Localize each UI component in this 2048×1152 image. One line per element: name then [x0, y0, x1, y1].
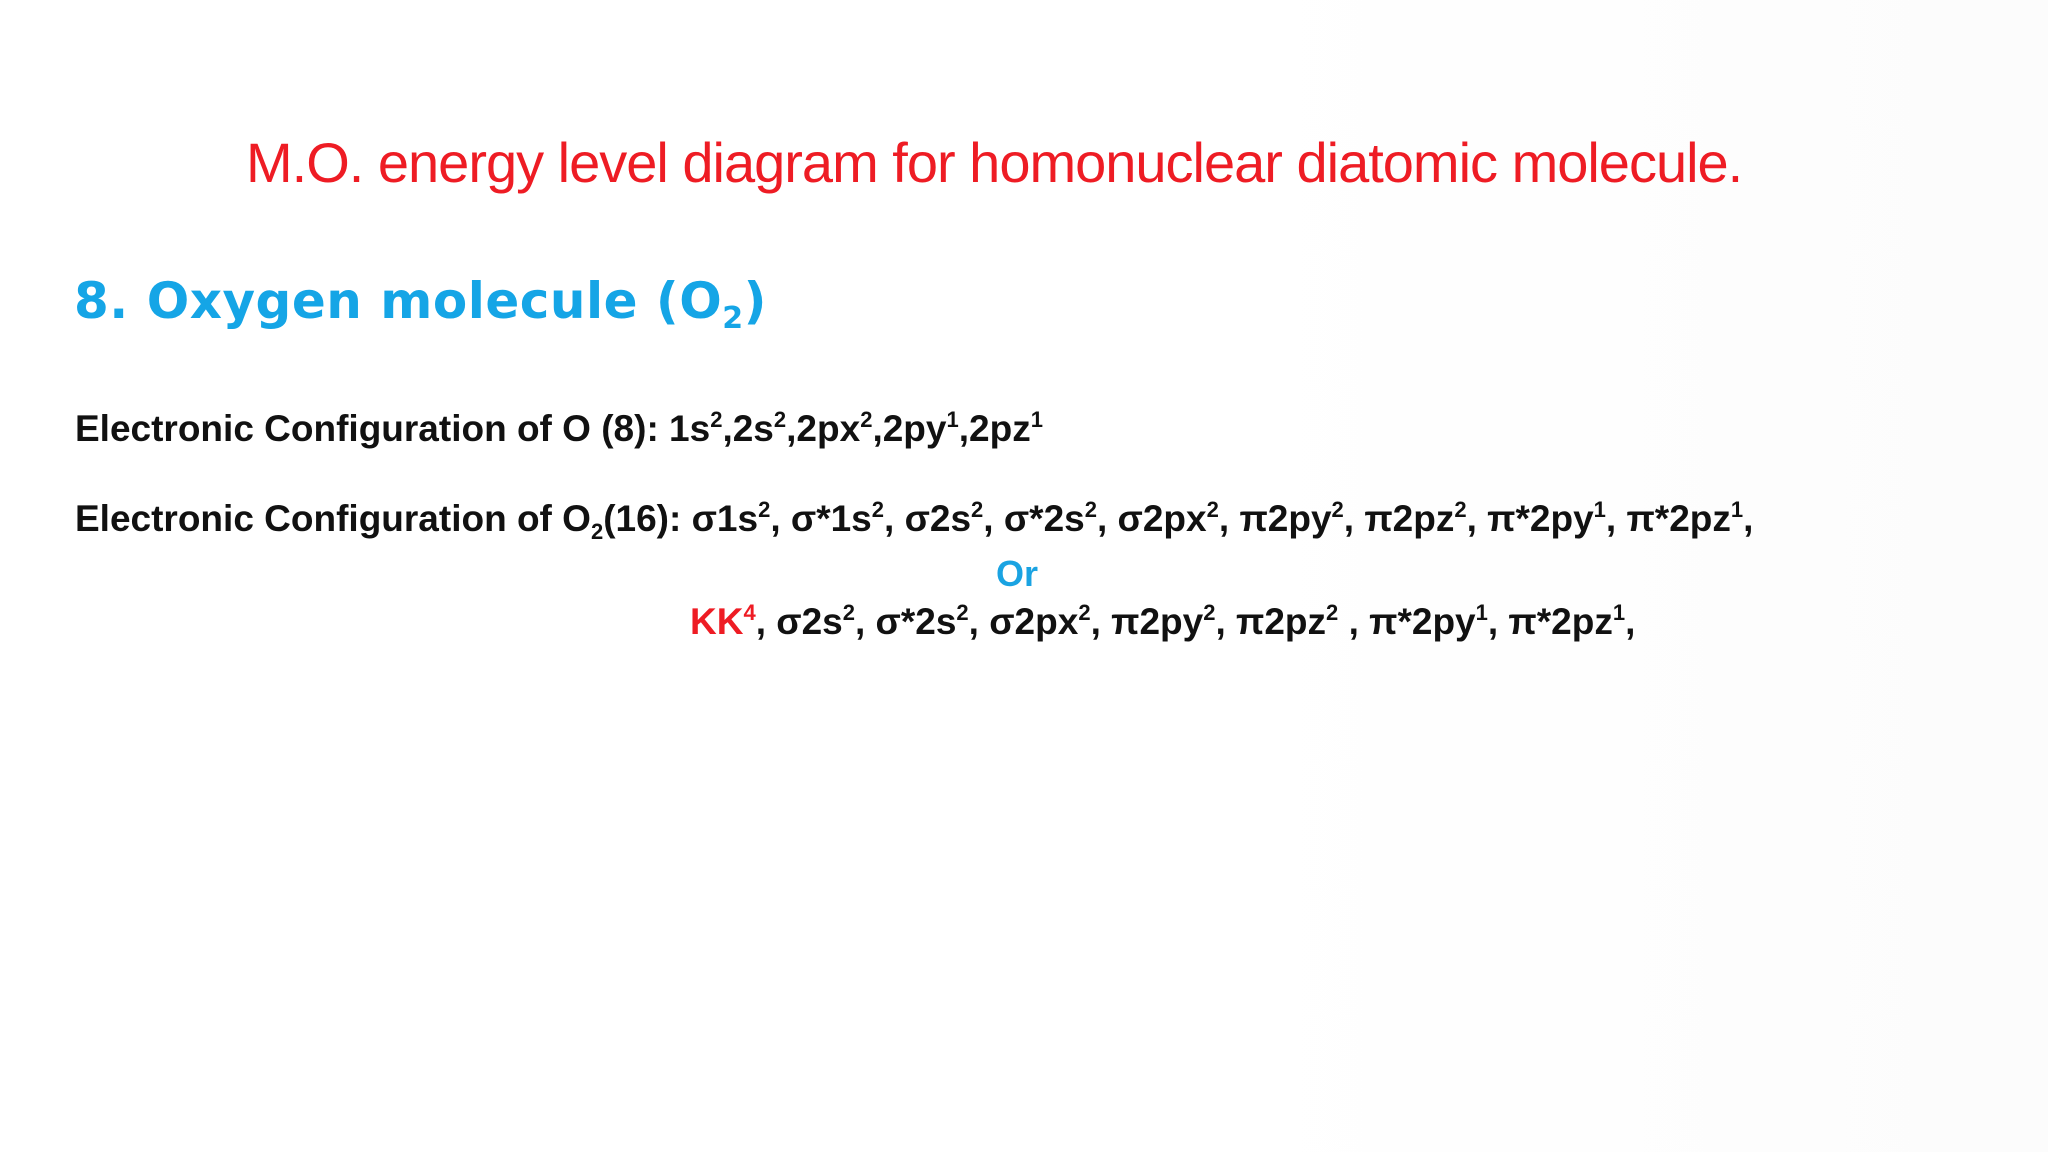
term-sup: 1: [1730, 497, 1744, 522]
term-base: π*2py: [1487, 498, 1594, 539]
atom-term: [796, 408, 882, 449]
short-configuration-line: [690, 601, 1635, 643]
molecule-term: [1487, 498, 1626, 539]
atom-term: [969, 408, 1043, 449]
term-base: , π*2py: [1338, 601, 1476, 642]
term-sup: 1: [1030, 407, 1043, 432]
term-sup: 2: [1078, 600, 1091, 625]
short-term: [1091, 601, 1216, 642]
atom-term: [733, 408, 797, 449]
term-sup: 2: [956, 600, 969, 625]
term-base: , π2pz: [1215, 601, 1327, 642]
atom-config-label: Electronic Configuration of O (8):: [75, 408, 670, 449]
kk-notation: [690, 601, 756, 642]
term-base: π2pz: [1364, 498, 1455, 539]
molecule-term: [1364, 498, 1487, 539]
term-sep: ,: [786, 408, 797, 449]
term-base: σ2s: [904, 498, 972, 539]
term-base: 2s: [732, 408, 774, 449]
molecule-term: [692, 498, 791, 539]
term-sep: ,: [884, 498, 905, 539]
heading-subscript: 2: [722, 301, 744, 336]
term-sup: 2: [971, 497, 984, 522]
short-term: [1488, 601, 1625, 642]
term-base: , π2py: [1090, 601, 1204, 642]
term-sup: 1: [1475, 600, 1488, 625]
term-sup: 2: [1084, 497, 1097, 522]
term-sep: ,: [770, 498, 791, 539]
molecule-term: [791, 498, 905, 539]
atom-configuration-line: [75, 408, 1043, 450]
molecule-config-label: Electronic Configuration of O: [75, 498, 591, 539]
term-sup: 2: [1206, 497, 1219, 522]
term-sep: ,: [958, 408, 970, 449]
term-sep: ,: [1466, 498, 1488, 539]
molecule-label-suffix: (16):: [603, 498, 692, 539]
term-base: 1s: [669, 408, 711, 449]
term-base: σ*2s: [1003, 498, 1085, 539]
term-base: σ1s: [691, 498, 759, 539]
short-term: [1215, 601, 1338, 642]
term-sep: ,: [722, 408, 733, 449]
kk-base: KK: [690, 601, 744, 642]
term-base: π*2pz: [1626, 498, 1731, 539]
heading-text: 8. Oxygen molecule (O: [74, 272, 723, 330]
term-sup: 2: [1331, 497, 1344, 522]
short-term: [855, 601, 969, 642]
trailing-comma: ,: [1625, 601, 1636, 642]
term-base: σ*1s: [790, 498, 872, 539]
term-base: 2px: [796, 408, 861, 449]
section-heading: [74, 272, 767, 336]
term-base: σ2px: [1117, 498, 1207, 539]
term-base: π2py: [1239, 498, 1332, 539]
term-sup: 2: [1454, 497, 1467, 522]
term-sup: 1: [1593, 497, 1606, 522]
molecule-configuration-line: [75, 497, 1754, 544]
term-base: , σ2s: [755, 601, 843, 642]
term-sup: 2: [871, 497, 885, 522]
atom-term: [669, 408, 733, 449]
molecule-term: [905, 498, 1004, 539]
term-sup: 2: [1326, 600, 1339, 625]
short-term: [969, 601, 1091, 642]
or-label: Or: [996, 553, 1039, 594]
term-sup: 2: [773, 407, 787, 432]
term-sep: ,: [1218, 498, 1240, 539]
molecule-term: [1118, 498, 1240, 539]
term-sup: 2: [758, 497, 771, 522]
term-sep: ,: [1343, 498, 1365, 539]
term-sup: 2: [860, 407, 873, 432]
term-sup: 1: [1612, 600, 1626, 625]
term-sep: ,: [983, 498, 1004, 539]
term-sup: 2: [842, 600, 855, 625]
term-base: , π*2pz: [1487, 601, 1613, 642]
atom-term: [883, 408, 969, 449]
slide-title: M.O. energy level diagram for homonuclear diatomic molecule.: [246, 131, 1743, 194]
term-base: , σ2px: [968, 601, 1079, 642]
term-sup: 2: [710, 407, 723, 432]
heading-suffix: ): [743, 272, 768, 330]
molecule-label-subscript: 2: [590, 519, 604, 544]
term-base: , σ*2s: [854, 601, 957, 642]
short-term: [756, 601, 855, 642]
kk-sup: 4: [743, 600, 756, 625]
short-term: [1338, 601, 1488, 642]
term-sep: ,: [872, 408, 883, 449]
term-sep: ,: [1096, 498, 1118, 539]
molecule-term: [1626, 498, 1753, 539]
term-sep: ,: [1743, 498, 1754, 539]
term-base: 2py: [882, 408, 947, 449]
molecule-term: [1239, 498, 1364, 539]
term-base: 2pz: [969, 408, 1031, 449]
term-sup: 1: [946, 407, 959, 432]
term-sup: 2: [1203, 600, 1216, 625]
molecule-term: [1004, 498, 1118, 539]
term-sep: ,: [1605, 498, 1627, 539]
